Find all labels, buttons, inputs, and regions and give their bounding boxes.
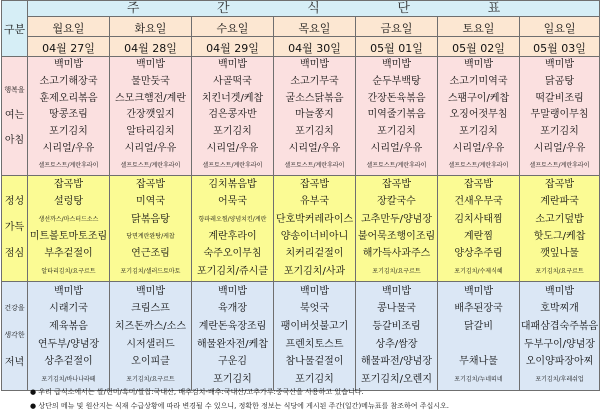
- day-label: 월요일: [52, 22, 85, 35]
- day-name-1: [110, 17, 192, 37]
- menu-item: 고추만두/양념장: [361, 213, 432, 225]
- breakfast-cell-0: [28, 57, 110, 176]
- menu-item: 호박찌개: [540, 303, 579, 315]
- menu-item: 셀프토스트/계란후라이: [448, 161, 509, 169]
- menu-item: 셀프토스트/계란후라이: [202, 161, 263, 169]
- breakfast-cell-1: [110, 57, 192, 176]
- menu-item: 육개장: [218, 303, 247, 315]
- menu-item: 포기김치/누네띠네: [454, 375, 503, 383]
- menu-item: 백미밥: [464, 285, 493, 297]
- menu-item: 김치볶음밥: [208, 179, 257, 191]
- dinner-cell-4: [356, 281, 438, 390]
- date-label: 05월 01일: [370, 42, 423, 55]
- menu-item: 백미밥: [464, 59, 493, 70]
- dinner-row: [2, 281, 600, 390]
- menu-item: 상추/쌈장: [375, 338, 418, 350]
- lunch-row: [2, 175, 600, 281]
- menu-item: 셀프토스트/계란후라이: [284, 161, 345, 169]
- menu-item: 포기김치: [213, 373, 252, 385]
- dinner-cell-6: [520, 281, 600, 390]
- menu-item: 백미밥: [382, 59, 411, 70]
- lunch-label: 정성 가득 점심: [2, 175, 28, 281]
- menu-item: 알타리김치: [126, 126, 175, 138]
- menu-item: 불어묵조행이조림: [357, 231, 436, 243]
- menu-item: 건새우무국: [454, 196, 503, 208]
- menu-item: 해물파전/양념장: [361, 356, 432, 368]
- menu-item: 연두부/양념장: [37, 338, 100, 350]
- menu-item: 포기김치/바나나라떼: [41, 375, 96, 383]
- menu-item: 당면계란완탕/케찹: [126, 233, 175, 241]
- date-label: 05월 03일: [533, 42, 586, 55]
- menu-item: 치즈돈까스/소스: [115, 320, 186, 332]
- menu-item: 포기김치/요구르트: [535, 267, 584, 275]
- note-change: ● 상단의 메뉴 및 원산지는 식재 수급상황에 따라 변경될 수 있으니, 정확한 정보는 식당에 게시된 주간(일간)메뉴표를 참조하여 주십시오.: [30, 402, 449, 410]
- menu-item: 무말랭이무침: [530, 109, 589, 121]
- menu-item: 시리얼/우유: [124, 142, 177, 154]
- menu-item: 계란찜: [464, 231, 493, 243]
- menu-item: 포기김치/요구르트: [372, 267, 421, 275]
- dinner-label: 건강을 생각한 저녁: [2, 281, 28, 390]
- menu-item: 대패삼겹숙주볶음: [520, 320, 599, 332]
- day-label: 금요일: [380, 22, 413, 35]
- day-name-5: [438, 17, 520, 37]
- menu-item: 셀프토스트/계란후라이: [366, 161, 427, 169]
- menu-item: 닭볶음탕: [131, 213, 170, 225]
- day-name-0: [28, 17, 110, 37]
- menu-item: 포기김치/수제식혜: [454, 267, 503, 275]
- breakfast-row: [2, 57, 600, 176]
- day-name-6: [520, 17, 600, 37]
- breakfast-cell-3: [274, 57, 356, 176]
- date-cell-5: [438, 37, 520, 57]
- menu-item: 셀프토스트/계란후라이: [38, 161, 99, 169]
- menu-item: 해가득사과주스: [362, 248, 431, 260]
- menu-item: 스모크햄전/계란: [115, 92, 186, 104]
- menu-item: 해물완자전/케찹: [197, 338, 268, 350]
- date-label: 04월 27일: [42, 42, 95, 55]
- menu-item: 백미밥: [54, 59, 83, 70]
- menu-item: 시저샐러드: [126, 338, 175, 350]
- menu-item: 상추겉절이: [44, 356, 93, 368]
- menu-item: 굴소스닭볶음: [285, 92, 344, 104]
- menu-item: 포기김치/후레쉬업: [535, 375, 584, 383]
- menu-item: 포기김치/쥬시클: [197, 265, 268, 277]
- menu-item: 연근조림: [131, 248, 170, 260]
- lunch-cell-4: [356, 175, 438, 281]
- menu-item: 닭갈비: [464, 320, 493, 332]
- menu-item: 미트볼토마토조림: [29, 231, 108, 243]
- date-label: 04월 28일: [124, 42, 177, 55]
- menu-item: 크림스프: [131, 303, 170, 315]
- menu-item: 떡갈비조림: [535, 92, 584, 104]
- day-name-3: [274, 17, 356, 37]
- dinner-cell-3: [274, 281, 356, 390]
- lunch-cell-6: [520, 175, 600, 281]
- breakfast-label: 행복을 여는 아침: [2, 57, 28, 176]
- menu-item: 검은콩자반: [208, 109, 257, 121]
- menu-item: 잡곡밥: [54, 179, 83, 191]
- menu-item: 설렁탕: [54, 196, 83, 208]
- menu-item: 포기김치: [49, 126, 88, 138]
- menu-item: 부추겉절이: [44, 248, 93, 260]
- menu-item: 시리얼/우유: [206, 142, 259, 154]
- menu-item: 유부국: [300, 196, 329, 208]
- menu-item: 장칼국수: [377, 196, 416, 208]
- menu-item: 물만둣국: [131, 75, 170, 87]
- menu-item: 백미밥: [218, 59, 247, 70]
- menu-item: 포기김치: [295, 126, 334, 138]
- lunch-cell-5: [438, 175, 520, 281]
- dinner-cell-0: [28, 281, 110, 390]
- menu-item: 백미밥: [382, 285, 411, 297]
- menu-item: 프렌치토스트: [285, 338, 344, 350]
- menu-item: 어묵국: [218, 196, 247, 208]
- menu-item: 포기김치/샐러드토마토: [120, 267, 181, 275]
- menu-item: 계란돈육장조림: [198, 320, 267, 332]
- menu-item: 제육볶음: [49, 320, 88, 332]
- lunch-cell-0: [28, 175, 110, 281]
- day-label: 일요일: [543, 22, 576, 35]
- menu-item: 포기김치/요구르트: [126, 375, 175, 383]
- menu-item: 배추된장국: [454, 303, 503, 315]
- menu-item: 백미밥: [300, 285, 329, 297]
- menu-item: 사골떡국: [213, 75, 252, 87]
- menu-item: 알타리김치/요구르트: [41, 267, 96, 275]
- menu-item: 계란파국: [540, 196, 579, 208]
- menu-item: 시리얼/우유: [452, 142, 505, 154]
- menu-item: 잡곡밥: [300, 179, 329, 191]
- menu-item: 시리얼/우유: [370, 142, 423, 154]
- menu-item: 무채나물: [459, 356, 498, 368]
- menu-item: 미역국: [136, 196, 165, 208]
- menu-item: 미역줄기볶음: [367, 109, 426, 121]
- menu-item: 시래기국: [49, 303, 88, 315]
- note-origin: ● 우리 급식소에서는 쌀/현미/흑미/쌀찹:국내산, 배추김치-배추:국내산/고추가루:중국산을 사용하고 있습니다.: [30, 388, 364, 396]
- menu-item: 포기김치/오렌지: [361, 373, 432, 385]
- date-cell-3: [274, 37, 356, 57]
- date-cell-4: [356, 37, 438, 57]
- menu-item: 시리얼/우유: [533, 142, 586, 154]
- menu-item: 양송이너비아니: [280, 231, 349, 243]
- menu-item: 마늘쫑지: [295, 109, 334, 121]
- dinner-cell-2: [192, 281, 274, 390]
- menu-item: 소고기미역국: [449, 75, 508, 87]
- menu-item: 스팸구이/케찹: [447, 92, 510, 104]
- menu-item: 포기김치: [213, 126, 252, 138]
- menu-item: 잡곡밥: [464, 179, 493, 191]
- breakfast-cell-5: [438, 57, 520, 176]
- menu-item: 참나물겉절이: [285, 356, 344, 368]
- menu-item: 간장돈육볶음: [367, 92, 426, 104]
- breakfast-cell-6: [520, 57, 600, 176]
- gubun-header: 구분: [2, 1, 28, 57]
- menu-item: 포기김치/사과: [283, 265, 346, 277]
- menu-item: 포기김치: [459, 126, 498, 138]
- menu-item: 포기김치: [295, 373, 334, 385]
- menu-item: 백미밥: [545, 285, 575, 297]
- menu-item: 생선까스/마스터드소스: [38, 215, 99, 223]
- date-cell-6: [520, 37, 600, 57]
- menu-item: 잡곡밥: [382, 179, 411, 191]
- menu-item: 숙주오이무침: [203, 248, 262, 260]
- weekly-menu-table: [1, 0, 600, 391]
- menu-item: 백미밥: [218, 285, 247, 297]
- date-label: 05월 02일: [452, 42, 505, 55]
- menu-item: 구운김: [218, 356, 247, 368]
- page-title: 주 간 식 단 표: [28, 1, 600, 17]
- menu-item: 포기김치: [377, 126, 416, 138]
- menu-item: 단호박커레라이스: [275, 213, 354, 225]
- lunch-cell-3: [274, 175, 356, 281]
- menu-item: 셀프토스트/계란후라이: [529, 161, 590, 169]
- date-cell-2: [192, 37, 274, 57]
- menu-item: [438, 336, 519, 354]
- menu-item: 소고기해장국: [39, 75, 98, 87]
- menu-item: 백미밥: [136, 285, 165, 297]
- menu-item: 잡곡밥: [136, 179, 165, 191]
- date-label: 04월 29일: [206, 42, 259, 55]
- lunch-cell-1: [110, 175, 192, 281]
- day-name-2: [192, 17, 274, 37]
- menu-item: 오이양파장아찌: [525, 356, 594, 368]
- menu-item: 닭곰탕: [545, 75, 575, 87]
- day-label: 화요일: [134, 22, 167, 35]
- menu-item: 북엇국: [300, 303, 329, 315]
- menu-item: 간장깻잎지: [126, 109, 175, 121]
- breakfast-cell-2: [192, 57, 274, 176]
- dinner-cell-1: [110, 281, 192, 390]
- day-label: 수요일: [216, 22, 249, 35]
- day-name-4: [356, 17, 438, 37]
- menu-item: 두부구이/양념장: [524, 338, 596, 350]
- menu-item: 항파레오찜/양념치킨/계란: [198, 215, 267, 223]
- date-label: 04월 30일: [288, 42, 341, 55]
- menu-item: 백미밥: [54, 285, 83, 297]
- menu-item: 셀프토스트/계란후라이: [120, 161, 181, 169]
- dinner-cell-5: [438, 281, 520, 390]
- menu-item: 포기김치: [540, 126, 579, 138]
- menu-item: 깻잎나물: [540, 248, 579, 260]
- menu-item: 오징어젓무침: [449, 109, 508, 121]
- notes: [30, 385, 590, 413]
- lunch-cell-2: [192, 175, 274, 281]
- menu-item: 소고기덮밥: [535, 213, 584, 225]
- menu-item: 백미밥: [300, 59, 329, 70]
- menu-item: 양상추주림: [454, 248, 503, 260]
- day-label: 목요일: [298, 22, 331, 35]
- menu-item: 팽이버섯불고기: [280, 320, 349, 332]
- menu-item: 김치사태찜: [454, 213, 503, 225]
- menu-item: 잡곡밥: [545, 179, 575, 191]
- menu-item: 계란후라이: [208, 231, 257, 243]
- menu-item: 소고기무국: [290, 75, 339, 87]
- menu-item: 백미밥: [545, 59, 575, 70]
- menu-item: 등갈비조림: [372, 320, 421, 332]
- menu-item: 훈제오리볶음: [39, 92, 98, 104]
- date-cell-1: [110, 37, 192, 57]
- menu-item: 순두부백탕: [372, 75, 421, 87]
- breakfast-cell-4: [356, 57, 438, 176]
- weekly-menu-sheet: [1, 0, 599, 384]
- menu-item: 핫도그/케찹: [533, 231, 586, 243]
- day-label: 토요일: [462, 22, 495, 35]
- day-row: [2, 17, 600, 37]
- date-row: [2, 37, 600, 57]
- menu-item: 오이피클: [131, 356, 170, 368]
- menu-item: 땅콩조림: [49, 109, 88, 121]
- menu-item: 백미밥: [136, 59, 165, 70]
- menu-item: 시리얼/우유: [42, 142, 95, 154]
- menu-item: 치커리겉절이: [285, 248, 344, 260]
- menu-item: 콩나물국: [377, 303, 416, 315]
- menu-item: 치킨너겟/케찹: [201, 92, 264, 104]
- menu-item: 시리얼/우유: [288, 142, 341, 154]
- date-cell-0: [28, 37, 110, 57]
